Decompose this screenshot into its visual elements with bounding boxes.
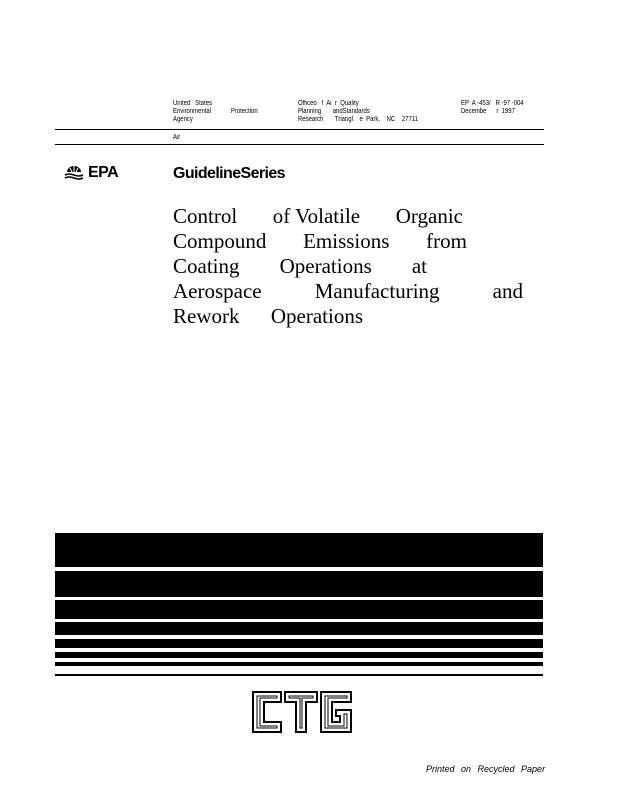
office-address <box>298 100 418 124</box>
agency-line-3: Agency <box>173 116 193 123</box>
office-line-2: Planning andStandards <box>298 108 370 115</box>
decorative-band <box>55 652 543 658</box>
title-word: Organic <box>395 204 463 228</box>
title-word: from <box>426 229 467 253</box>
header-rule <box>55 129 544 130</box>
title-word: Rework <box>173 304 240 328</box>
decorative-band <box>55 622 543 635</box>
agency-name <box>173 100 258 124</box>
title-word: at <box>411 254 427 278</box>
title-line <box>173 279 523 304</box>
epa-logo <box>64 164 118 182</box>
title-word: Compound <box>173 229 267 253</box>
title-word: Operations <box>270 304 363 328</box>
agency-line-2: Environmental Protection <box>173 108 258 115</box>
office-line-3: Research Triangl e Park, NC 27711 <box>298 116 418 123</box>
decorative-band <box>55 639 543 648</box>
epa-flower-icon <box>64 164 84 182</box>
epa-logo-text: EPA <box>88 164 119 181</box>
division-label: Air <box>173 134 181 141</box>
title-word: Manufacturing <box>314 279 440 303</box>
document-title <box>173 204 533 329</box>
title-line <box>173 204 463 229</box>
title-word: of Volatile <box>272 204 361 228</box>
series-title: GuidelineSeries <box>173 165 285 182</box>
decorative-band <box>55 600 543 619</box>
decorative-band <box>55 533 543 567</box>
ctg-logo <box>251 690 353 739</box>
title-word: and <box>492 279 523 303</box>
title-word: Aerospace <box>173 279 262 303</box>
decorative-band <box>55 662 543 666</box>
division-rule <box>55 144 544 145</box>
title-line <box>173 229 467 254</box>
decorative-band <box>55 674 543 676</box>
title-word: Control <box>173 204 238 228</box>
title-word: Operations <box>279 254 372 278</box>
document-number <box>461 100 524 116</box>
doc-date-line: Decembe r 1997 <box>461 108 515 115</box>
office-line-1: Officeo f Ai r Quality <box>298 100 359 107</box>
title-line <box>173 254 427 279</box>
title-word: Emissions <box>303 229 390 253</box>
decorative-band <box>55 571 543 597</box>
doc-number-line: EP A -453/ R -97 -004 <box>461 100 524 107</box>
title-line <box>173 304 363 329</box>
title-word: Coating <box>173 254 240 278</box>
recycled-paper-note: Printed on Recycled Paper <box>426 764 546 774</box>
agency-line-1: United States <box>173 100 213 107</box>
